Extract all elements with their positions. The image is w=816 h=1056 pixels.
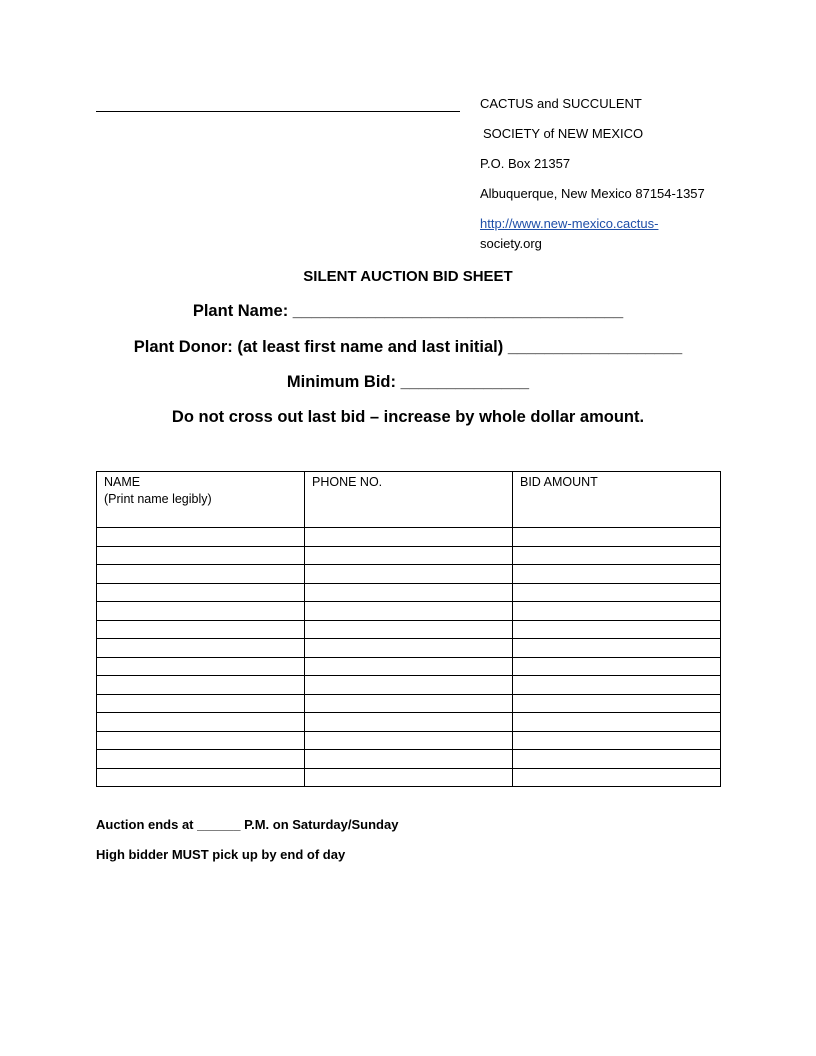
- bid-cell[interactable]: [513, 620, 721, 639]
- table-header-row: [97, 472, 721, 528]
- phone-cell[interactable]: [305, 731, 513, 750]
- table-row: [97, 750, 721, 769]
- table-row: [97, 768, 721, 787]
- table-row: [97, 528, 721, 547]
- phone-cell[interactable]: [305, 620, 513, 639]
- name-cell[interactable]: [97, 713, 305, 732]
- bid-cell[interactable]: [513, 750, 721, 769]
- table-row: [97, 676, 721, 695]
- phone-cell[interactable]: [305, 546, 513, 565]
- phone-cell[interactable]: [305, 713, 513, 732]
- column-header-name: [97, 472, 305, 528]
- auction-end-note: Auction ends at ______ P.M. on Saturday/Sunday: [96, 817, 399, 832]
- bid-cell[interactable]: [513, 731, 721, 750]
- name-cell[interactable]: [97, 657, 305, 676]
- table-row: [97, 546, 721, 565]
- bid-cell[interactable]: [513, 546, 721, 565]
- minimum-bid-field: Minimum Bid: ______________: [286, 373, 530, 391]
- name-cell[interactable]: [97, 602, 305, 621]
- bid-cell[interactable]: [513, 694, 721, 713]
- bid-cell[interactable]: [513, 676, 721, 695]
- name-cell[interactable]: [97, 639, 305, 658]
- phone-cell[interactable]: [305, 768, 513, 787]
- phone-cell[interactable]: [305, 528, 513, 547]
- name-cell[interactable]: [97, 620, 305, 639]
- name-cell[interactable]: [97, 565, 305, 584]
- name-cell[interactable]: [97, 546, 305, 565]
- column-header-name-label: NAME: [104, 475, 141, 489]
- page-title: SILENT AUCTION BID SHEET: [303, 268, 513, 285]
- table-row: [97, 620, 721, 639]
- table-row: [97, 657, 721, 676]
- table-row: [97, 731, 721, 750]
- org-name-line1: CACTUS and SUCCULENT: [480, 96, 642, 111]
- org-website-link-cont: society.org: [480, 236, 542, 251]
- bid-cell[interactable]: [513, 602, 721, 621]
- phone-cell[interactable]: [305, 694, 513, 713]
- bid-instruction: Do not cross out last bid – increase by whole dollar amount.: [171, 408, 645, 426]
- bid-cell[interactable]: [513, 583, 721, 602]
- table-row: [97, 694, 721, 713]
- signature-line: [96, 111, 460, 112]
- bid-cell[interactable]: [513, 768, 721, 787]
- plant-name-field: Plant Name: ____________________________________: [192, 302, 624, 320]
- phone-cell[interactable]: [305, 676, 513, 695]
- name-cell[interactable]: [97, 528, 305, 547]
- column-header-bid: BID AMOUNT: [513, 472, 721, 528]
- name-cell[interactable]: [97, 750, 305, 769]
- table-row: [97, 713, 721, 732]
- phone-cell[interactable]: [305, 583, 513, 602]
- phone-cell[interactable]: [305, 565, 513, 584]
- column-header-phone: PHONE NO.: [305, 472, 513, 528]
- name-cell[interactable]: [97, 768, 305, 787]
- phone-cell[interactable]: [305, 657, 513, 676]
- phone-cell[interactable]: [305, 639, 513, 658]
- phone-cell[interactable]: [305, 602, 513, 621]
- name-cell[interactable]: [97, 731, 305, 750]
- name-cell[interactable]: [97, 583, 305, 602]
- table-row: [97, 639, 721, 658]
- name-cell[interactable]: [97, 676, 305, 695]
- bid-cell[interactable]: [513, 528, 721, 547]
- org-website-link[interactable]: http://www.new-mexico.cactus-: [480, 216, 659, 231]
- bid-cell[interactable]: [513, 639, 721, 658]
- bid-cell[interactable]: [513, 713, 721, 732]
- bid-cell[interactable]: [513, 657, 721, 676]
- table-row: [97, 602, 721, 621]
- table-row: [97, 583, 721, 602]
- bid-table: [96, 471, 721, 787]
- table-row: [97, 565, 721, 584]
- phone-cell[interactable]: [305, 750, 513, 769]
- name-cell[interactable]: [97, 694, 305, 713]
- org-city: Albuquerque, New Mexico 87154-1357: [480, 186, 705, 201]
- bid-cell[interactable]: [513, 565, 721, 584]
- pickup-note: High bidder MUST pick up by end of day: [96, 847, 346, 862]
- column-header-name-note: (Print name legibly): [104, 492, 212, 506]
- plant-donor-field: Plant Donor: (at least first name and last initial) ___________________: [133, 338, 683, 356]
- org-name-line2: SOCIETY of NEW MEXICO: [483, 126, 644, 141]
- org-po-box: P.O. Box 21357: [480, 156, 571, 171]
